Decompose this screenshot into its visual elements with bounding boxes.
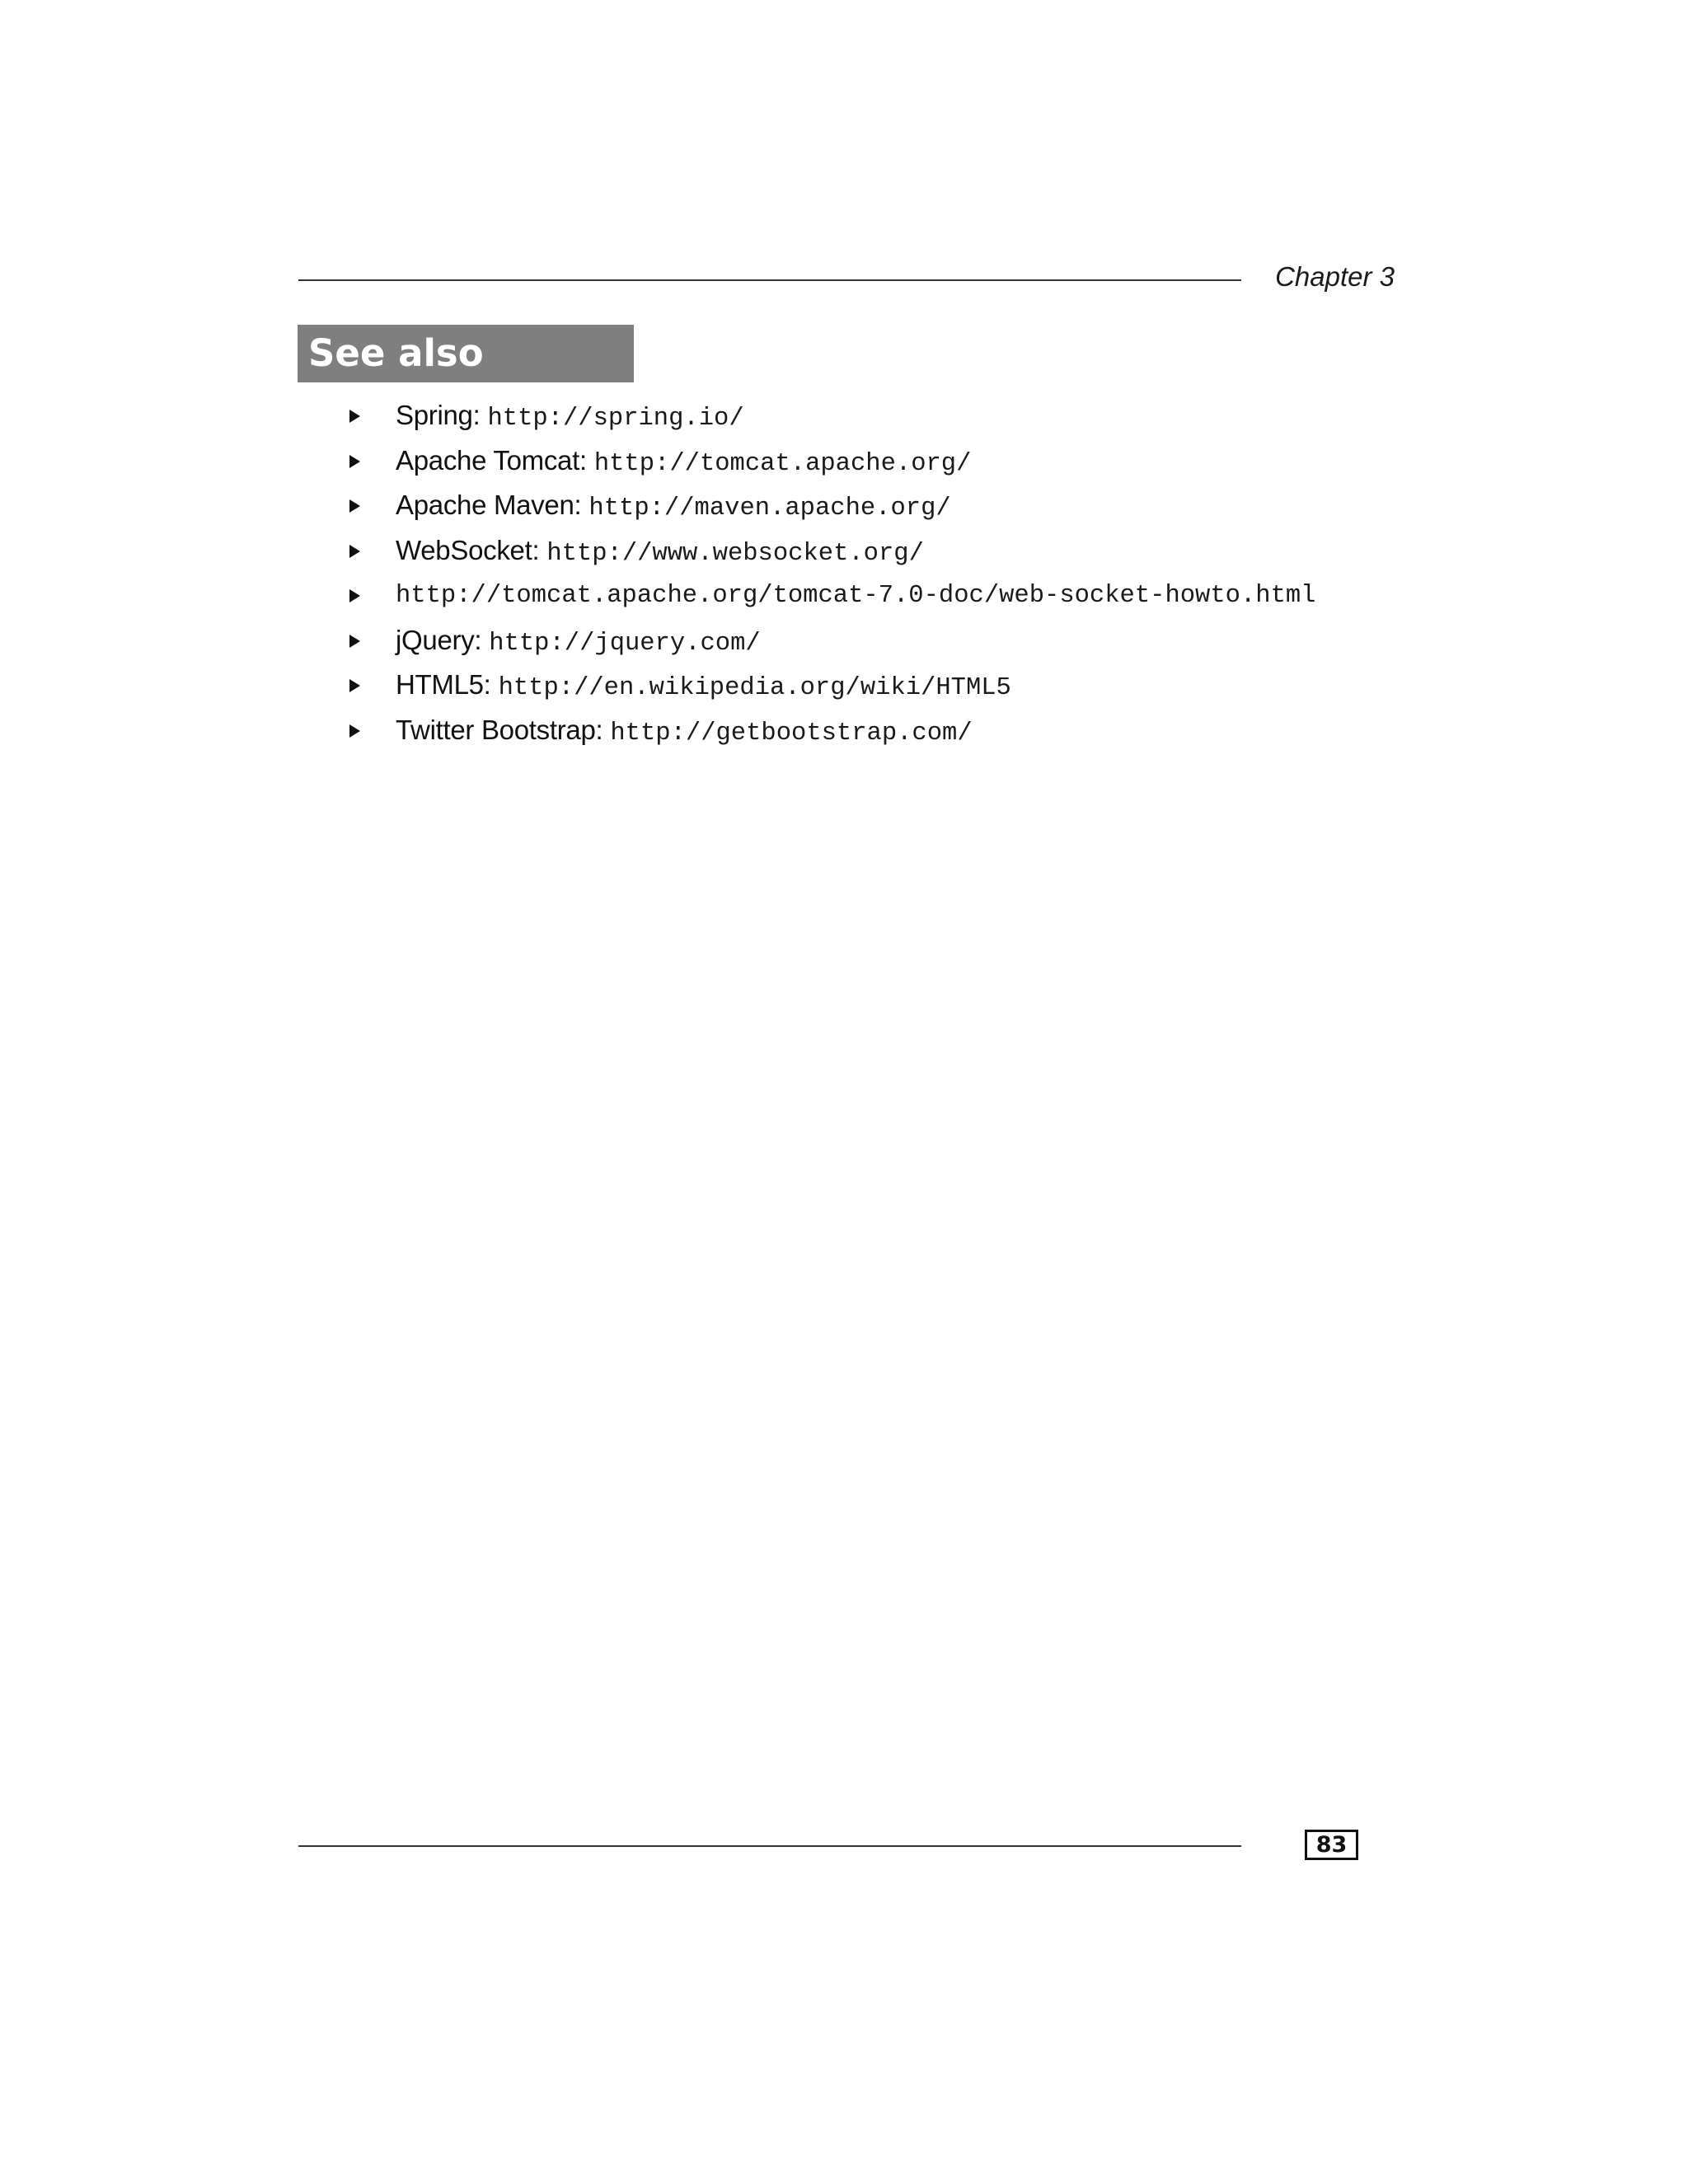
link-label: Apache Maven: [396, 490, 582, 521]
link-url[interactable]: http://getbootstrap.com/ [610, 719, 973, 748]
see-also-list [346, 394, 1315, 753]
list-item-text [396, 715, 973, 748]
triangle-bullet-icon [349, 545, 360, 558]
list-item [346, 439, 1315, 485]
header-rule [298, 279, 1241, 281]
list-item [346, 663, 1315, 709]
list-item-text [396, 445, 971, 478]
link-label: Twitter Bootstrap: [396, 714, 603, 745]
section-title: See also [308, 331, 484, 375]
link-url[interactable]: http://tomcat.apache.org/tomcat-7.0-doc/web-socket-howto.html [396, 582, 1316, 611]
link-label: Spring: [396, 400, 481, 431]
link-url[interactable]: http://jquery.com/ [489, 629, 761, 658]
list-item-text [396, 625, 761, 658]
triangle-bullet-icon [349, 499, 360, 513]
triangle-bullet-icon [349, 589, 360, 602]
triangle-bullet-icon [349, 724, 360, 738]
list-item [346, 394, 1315, 439]
link-url[interactable]: http://spring.io/ [487, 405, 744, 434]
list-item [346, 619, 1315, 664]
list-item [346, 709, 1315, 754]
footer-rule [298, 1845, 1241, 1847]
link-label: jQuery: [396, 624, 482, 655]
page-number-box [1305, 1830, 1358, 1860]
list-item-text [396, 582, 1315, 610]
link-url[interactable]: http://tomcat.apache.org/ [593, 449, 972, 478]
link-url[interactable]: http://en.wikipedia.org/wiki/HTML5 [498, 674, 1011, 703]
triangle-bullet-icon [349, 679, 360, 692]
chapter-label: Chapter 3 [1275, 261, 1395, 292]
triangle-bullet-icon [349, 635, 360, 648]
link-label: HTML5: [396, 669, 491, 701]
triangle-bullet-icon [349, 410, 360, 423]
list-item [346, 529, 1315, 574]
triangle-bullet-icon [349, 455, 360, 468]
list-item-text [396, 400, 744, 433]
link-url[interactable]: http://www.websocket.org/ [546, 539, 924, 568]
link-label: Apache Tomcat: [396, 444, 587, 476]
list-item [346, 484, 1315, 529]
section-banner [298, 325, 634, 382]
list-item [346, 574, 1315, 619]
page-number: 83 [1315, 1831, 1348, 1858]
list-item-text [396, 669, 1011, 702]
link-url[interactable]: http://maven.apache.org/ [588, 494, 951, 523]
list-item-text [396, 490, 951, 523]
list-item-text [396, 535, 924, 568]
link-label: WebSocket: [396, 534, 540, 565]
